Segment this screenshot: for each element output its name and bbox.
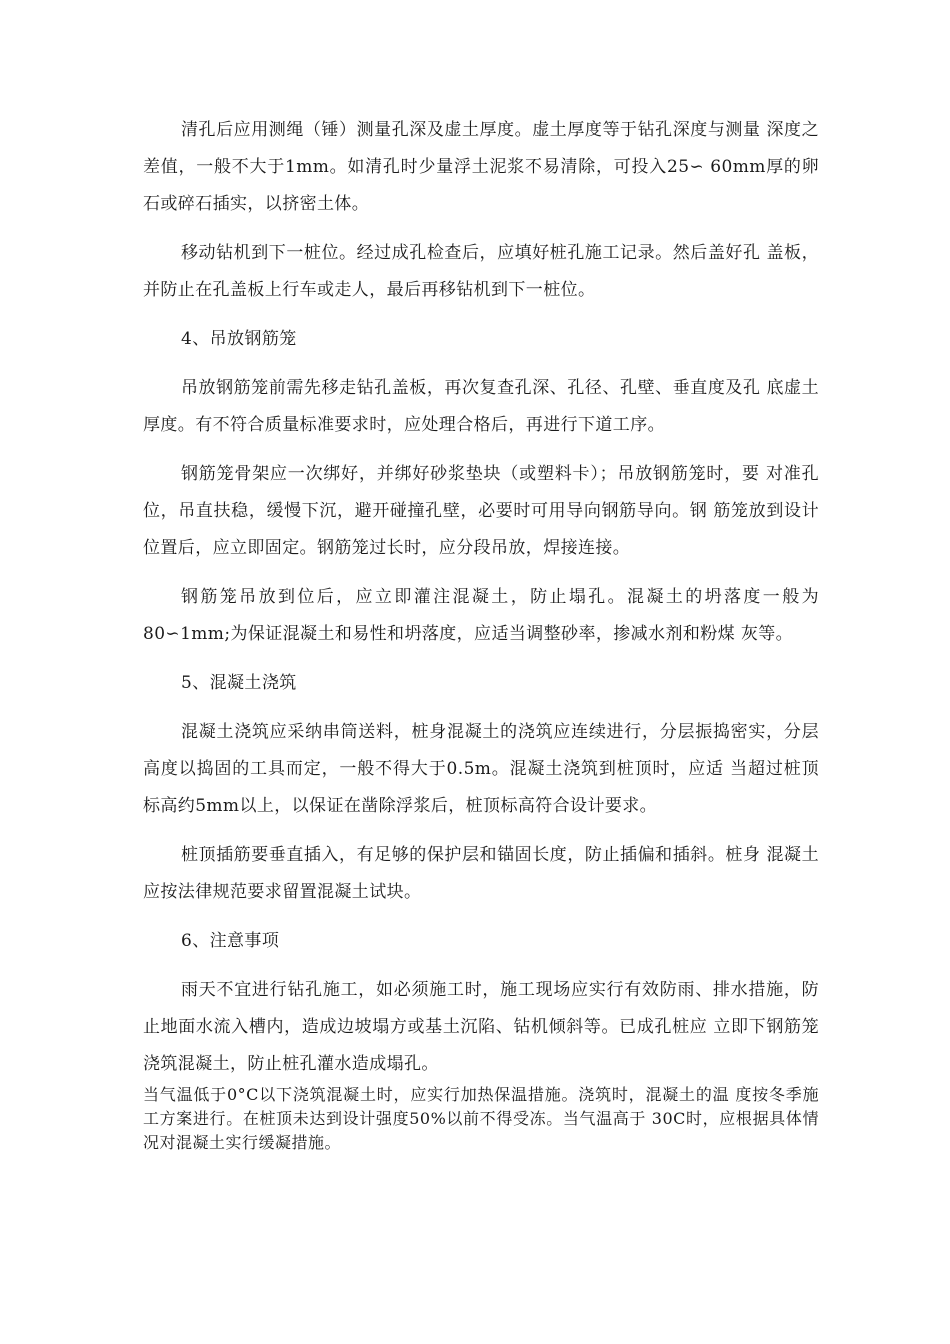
section-heading-concrete-pouring: 5、混凝土浇筑 bbox=[181, 673, 297, 693]
paragraph-pile-top-rebar: 桩顶插筋要垂直插入，有足够的保护层和锚固长度，防止插偏和插斜。桩身 混凝土应按法律规范要求留置混凝土试块。 bbox=[143, 845, 819, 902]
paragraph-move-rig: 移动钻机到下一桩位。经过成孔检查后，应填好桩孔施工记录。然后盖好孔 盖板，并防止在孔盖板上行车或走人，最后再移钻机到下一桩位。 bbox=[143, 243, 819, 300]
paragraph-rain-precautions: 雨天不宜进行钻孔施工，如必须施工时，施工现场应实行有效防雨、排水措施，防止地面水流入槽内，造成边坡塌方或基土沉陷、钻机倾斜等。已成孔桩应 立即下钢筋笼浇筑混凝土，防止桩孔灌水造成塌孔。 bbox=[143, 980, 819, 1074]
paragraph-pouring-method: 混凝土浇筑应采纳串筒送料，桩身混凝土的浇筑应连续进行，分层振捣密实，分层高度以捣固的工具而定，一般不得大于0.5m。混凝土浇筑到桩顶时，应适 当超过桩顶标高约5mm以上，以保证在凿除浮浆后，桩顶标高符合设计要求。 bbox=[143, 722, 819, 816]
section-heading-rebar-cage: 4、吊放钢筋笼 bbox=[181, 329, 297, 349]
paragraph-rebar-binding: 钢筋笼骨架应一次绑好，并绑好砂浆垫块（或塑料卡）；吊放钢筋笼时，要 对准孔位，吊直扶稳，缓慢下沉，避开碰撞孔壁，必要时可用导向钢筋导向。钢 筋笼放到设计位置后，应立即固定。钢筋笼过长时，应分段吊放，焊接连接。 bbox=[143, 464, 819, 558]
paragraph-hole-cleaning: 清孔后应用测绳（锤）测量孔深及虚土厚度。虚土厚度等于钻孔深度与测量 深度之差值，一般不大于1mm。如清孔时少量浮土泥浆不易清除，可投入25∽ 60mm厚的卵石或碎石插实，以挤密土体。 bbox=[143, 120, 819, 214]
paragraph-rebar-precheck: 吊放钢筋笼前需先移走钻孔盖板，再次复查孔深、孔径、孔壁、垂直度及孔 底虚土厚度。有不符合质量标准要求时，应处理合格后，再进行下道工序。 bbox=[143, 378, 819, 435]
document-body bbox=[143, 112, 819, 1155]
paragraph-temperature: 当气温低于0°C以下浇筑混凝土时，应实行加热保温措施。浇筑时，混凝土的温 度按冬季施工方案进行。在桩顶未达到设计强度50%以前不得受冻。当气温高于 30C时，应根据具体情况对混凝土实行缓凝措施。 bbox=[143, 1085, 819, 1152]
section-heading-notes: 6、注意事项 bbox=[181, 931, 280, 951]
paragraph-slump: 钢筋笼吊放到位后，应立即灌注混凝土，防止塌孔。混凝土的坍落度一般为80∽1mm;为保证混凝土和易性和坍落度，应适当调整砂率，掺减水剂和粉煤 灰等。 bbox=[143, 587, 819, 644]
